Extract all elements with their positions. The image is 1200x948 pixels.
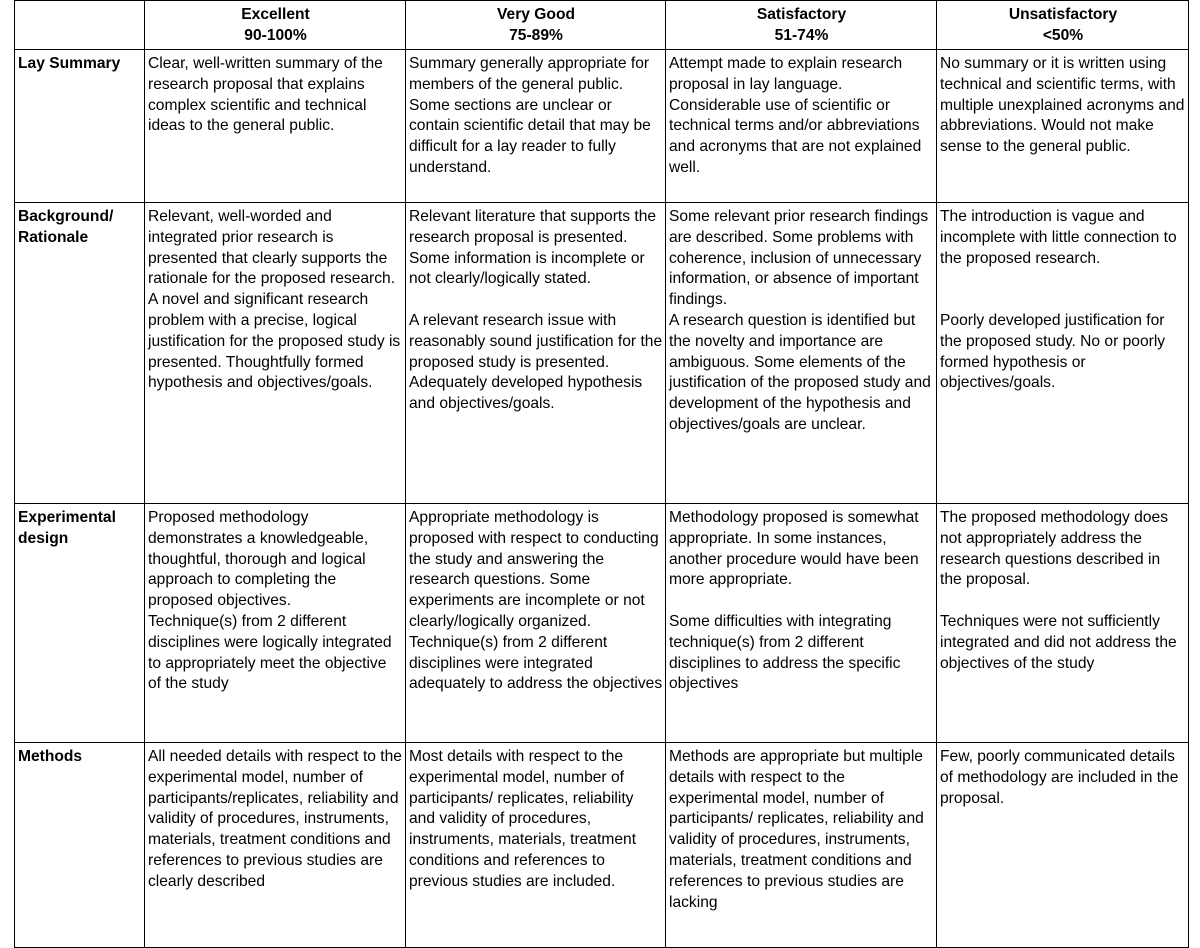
cell-paragraph: All needed details with respect to the experimental model, number of participants/replicates, reliability and validity of procedures, instruments, materials, treatment conditions and references to previous studies are clearly described xyxy=(148,748,402,890)
column-range: 51-74% xyxy=(774,26,829,44)
criterion-label: Methods xyxy=(15,743,145,948)
cell-paragraph: Methodology proposed is somewhat appropriate. In some instances, another procedure would have been more appropriate. xyxy=(669,509,919,589)
cell-paragraph: Techniques were not sufficiently integrated and did not address the objectives of the study xyxy=(940,612,1177,672)
table-row xyxy=(15,504,1189,743)
cell-paragraph: Technique(s) from 2 different disciplines were logically integrated to appropriately meet the objective of the study xyxy=(148,612,392,693)
cell-paragraph: The proposed methodology does not appropriately address the research questions described in the proposal. xyxy=(940,509,1168,589)
rubric-cell xyxy=(406,203,666,504)
column-range: <50% xyxy=(1042,26,1084,44)
criterion-label: Experimental design xyxy=(15,504,145,743)
table-row xyxy=(15,50,1189,203)
paragraph-gap xyxy=(409,290,663,311)
paragraph-gap xyxy=(940,269,1186,290)
column-header xyxy=(666,1,937,50)
column-header xyxy=(145,1,406,50)
cell-paragraph: Few, poorly communicated details of methodology are included in the proposal. xyxy=(940,748,1179,807)
cell-paragraph: Proposed methodology demonstrates a knowledgeable, thoughtful, thorough and logical approach to completing the proposed objectives. xyxy=(148,509,369,610)
cell-paragraph: Relevant literature that supports the research proposal is presented. Some information is incomplete or not clearly/logically stated. xyxy=(409,208,657,288)
rubric-cell xyxy=(145,743,406,948)
column-range: 90-100% xyxy=(244,26,307,44)
paragraph-gap xyxy=(669,591,934,612)
cell-paragraph: Relevant, well-worded and integrated prior research is presented that clearly supports the rationale for the proposed research. xyxy=(148,208,396,288)
cell-paragraph: Appropriate methodology is proposed with respect to conducting the study and answering the research questions. Some experiments are incomplete or not clearly/logically organized. xyxy=(409,509,659,630)
criterion-label: Background/ Rationale xyxy=(15,203,145,504)
column-header xyxy=(406,1,666,50)
column-level: Unsatisfactory xyxy=(1008,6,1118,23)
cell-paragraph: Methods are appropriate but multiple details with respect to the experimental model, number of participants/ replicates, reliability and validity of procedures, instruments, materials, treatment conditions and references to previous studies are lacking xyxy=(669,748,924,911)
cell-paragraph: Summary generally appropriate for members of the general public. Some sections are unclear or contain scientific detail that may be difficult for a lay reader to fully understand. xyxy=(409,55,651,176)
cell-paragraph: Poorly developed justification for the proposed study. No or poorly formed hypothesis or objectives/goals. xyxy=(940,311,1166,392)
cell-paragraph: A relevant research issue with reasonably sound justification for the proposed study is presented. Adequately developed hypothesis and objectives/goals. xyxy=(409,311,663,413)
cell-paragraph: The introduction is vague and incomplete with little connection to the proposed research. xyxy=(940,208,1177,267)
cell-paragraph: Technique(s) from 2 different disciplines were integrated adequately to address the objectives xyxy=(409,633,663,693)
cell-paragraph: Most details with respect to the experimental model, number of participants/ replicates, reliability and validity of procedures, instruments, materials, treatment conditions and references to previous studies are included. xyxy=(409,748,637,890)
rubric-cell xyxy=(666,203,937,504)
rubric-cell xyxy=(666,504,937,743)
cell-paragraph: Clear, well-written summary of the research proposal that explains complex scientific and technical ideas to the general public. xyxy=(148,55,383,135)
column-level: Very Good xyxy=(497,6,575,23)
rubric-cell xyxy=(937,504,1189,743)
table-row xyxy=(15,743,1189,948)
rubric-cell xyxy=(666,743,937,948)
rubric-cell xyxy=(937,203,1189,504)
rubric-cell xyxy=(145,203,406,504)
cell-paragraph: A research question is identified but the novelty and importance are ambiguous. Some elements of the justification of the proposed study and development of the hypothesis and objectives/goals are unclear. xyxy=(669,311,931,433)
column-range: 75-89% xyxy=(509,26,563,44)
header-row xyxy=(15,1,1189,50)
paragraph-gap xyxy=(940,290,1186,311)
rubric-table xyxy=(14,0,1189,948)
rubric-cell xyxy=(406,50,666,203)
rubric-cell xyxy=(406,504,666,743)
cell-paragraph: A novel and significant research problem with a precise, logical justification for the proposed study is presented. Thoughtfully formed hypothesis and objectives/goals. xyxy=(148,291,401,392)
column-level: Excellent xyxy=(241,6,310,23)
rubric-cell xyxy=(145,504,406,743)
corner-cell xyxy=(15,1,145,50)
column-header xyxy=(937,1,1189,50)
column-level: Satisfactory xyxy=(756,6,847,23)
rubric-cell xyxy=(937,743,1189,948)
cell-paragraph: No summary or it is written using technical and scientific terms, with multiple unexplained acronyms and abbreviations. Would not make sense to the general public. xyxy=(940,55,1185,156)
cell-paragraph: Attempt made to explain research proposal in lay language. Considerable use of scientific or technical terms and/or abbreviations and acronyms that are not explained well. xyxy=(669,55,922,176)
cell-paragraph: Some difficulties with integrating technique(s) from 2 different disciplines to address the specific objectives xyxy=(669,612,901,693)
rubric-cell xyxy=(937,50,1189,203)
table-row xyxy=(15,203,1189,504)
rubric-cell xyxy=(145,50,406,203)
paragraph-gap xyxy=(940,591,1186,612)
cell-paragraph: Some relevant prior research findings are described. Some problems with coherence, inclusion of unnecessary information, or absence of important findings. xyxy=(669,208,929,309)
criterion-label: Lay Summary xyxy=(15,50,145,203)
rubric-cell xyxy=(666,50,937,203)
rubric-cell xyxy=(406,743,666,948)
